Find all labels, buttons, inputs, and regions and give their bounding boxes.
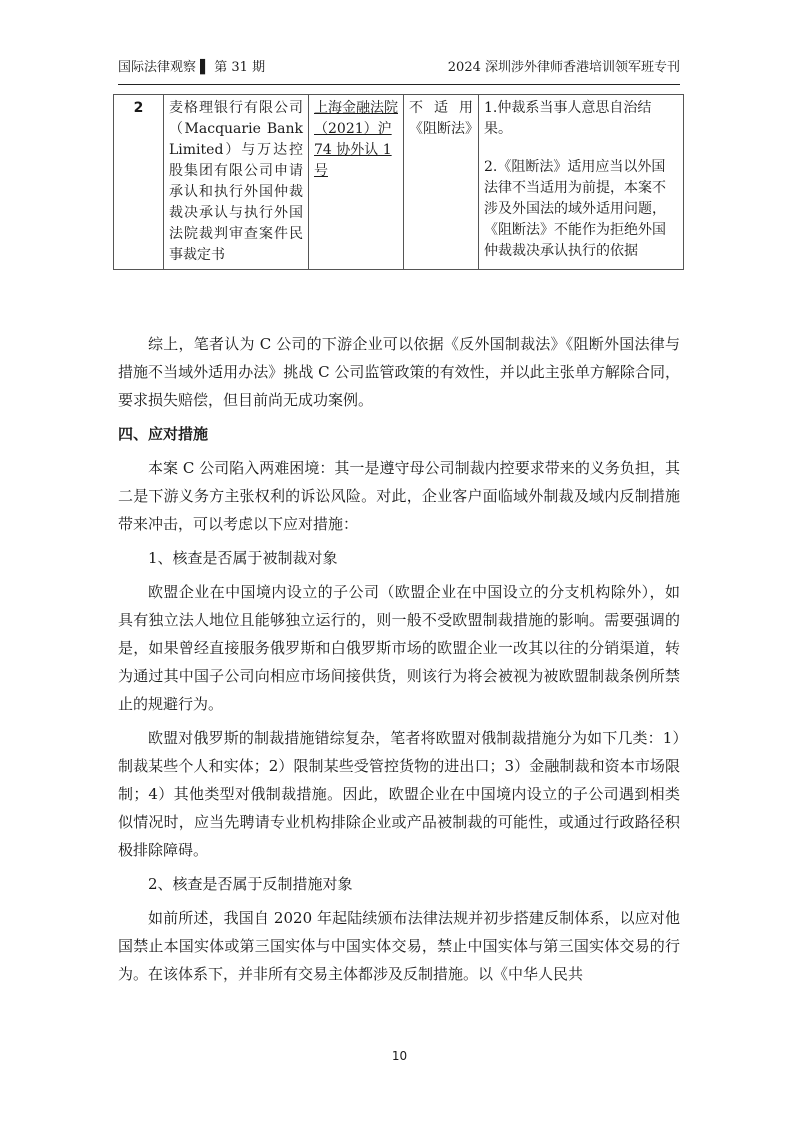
paragraph-dilemma: 本案 C 公司陷入两难困境：其一是遵守母公司制裁内控要求带来的义务负担，其二是下游义务方主张权利的诉讼风险。对此，企业客户面临域外制裁及域内反制措施带来冲击，可以考虑以下应对措施： bbox=[118, 459, 680, 533]
case-number-cell: 2 bbox=[114, 95, 164, 270]
case-docket-cell: 上海金融法院（2021）沪 74 协外认 1 号 bbox=[309, 95, 404, 270]
legal-basis-cell: 不适用《阻断法》 bbox=[404, 95, 479, 270]
section-heading-measures: 四、应对措施 bbox=[118, 425, 209, 443]
subheading-countermeasure-check: 2、核查是否属于反制措施对象 bbox=[148, 875, 353, 893]
header-rule bbox=[118, 84, 680, 85]
paragraph-conclusion: 综上，笔者认为 C 公司的下游企业可以依据《反外国制裁法》《阻断外国法律与措施不当域外适用办法》挑战 C 公司监管政策的有效性，并以此主张单方解除合同，要求损失赔偿，但目前尚无成功案例。 bbox=[118, 335, 680, 409]
holding-point-1: 1.仲裁系当事人意思自治结果。 bbox=[484, 100, 652, 137]
header-journal-issue: 国际法律观察 ▌ 第 31 期 bbox=[118, 60, 266, 75]
running-header bbox=[118, 58, 680, 80]
page-number: 10 bbox=[391, 1049, 408, 1063]
paragraph-eu-sanctions-types: 欧盟对俄罗斯的制裁措施错综复杂，笔者将欧盟对俄制裁措施分为如下几类：1）制裁某些个人和实体；2）限制某些受管控货物的进出口；3）金融制裁和资本市场限制；4）其他类型对俄制裁措施。因此，欧盟企业在中国境内设立的子公司遇到相类似情况时，应当先聘请专业机构排除企业或产品被制裁的可能性，或通过行政路径积极排除障碍。 bbox=[118, 729, 680, 859]
paragraph-countermeasure-system: 如前所述，我国自 2020 年起陆续颁布法律法规并初步搭建反制体系，以应对他国禁止本国实体或第三国实体与中国实体交易，禁止中国实体与第三国实体交易的行为。在该体系下，并非所有交易主体都涉及反制措施。以《中华人民共 bbox=[118, 909, 680, 983]
paragraph-eu-subsidiary: 欧盟企业在中国境内设立的子公司（欧盟企业在中国设立的分支机构除外），如具有独立法人地位且能够独立运行的，则一般不受欧盟制裁措施的影响。需要强调的是，如果曾经直接服务俄罗斯和白俄罗斯市场的欧盟企业一改其以往的分销渠道，转为通过其中国子公司向相应市场间接供货，则该行为将会被视为被欧盟制裁条例所禁止的规避行为。 bbox=[118, 583, 680, 713]
table-row bbox=[114, 95, 684, 270]
holding-point-2: 2.《阻断法》适用应当以外国法律不当适用为前提，本案不涉及外国法的域外适用问题，《阻断法》不能作为拒绝外国仲裁裁决承认执行的依据 bbox=[484, 159, 666, 259]
body-text bbox=[118, 330, 680, 994]
case-table bbox=[113, 94, 684, 270]
header-special-edition: 2024 深圳涉外律师香港培训领军班专刊 bbox=[447, 60, 680, 75]
case-title-cell: 麦格理银行有限公司（Macquarie Bank Limited）与万达控股集团有限公司申请承认和执行外国仲裁裁决承认与执行外国法院裁判审查案件民事裁定书 bbox=[164, 95, 309, 270]
holding-cell bbox=[479, 95, 684, 270]
subheading-sanction-check: 1、核查是否属于被制裁对象 bbox=[148, 549, 338, 567]
